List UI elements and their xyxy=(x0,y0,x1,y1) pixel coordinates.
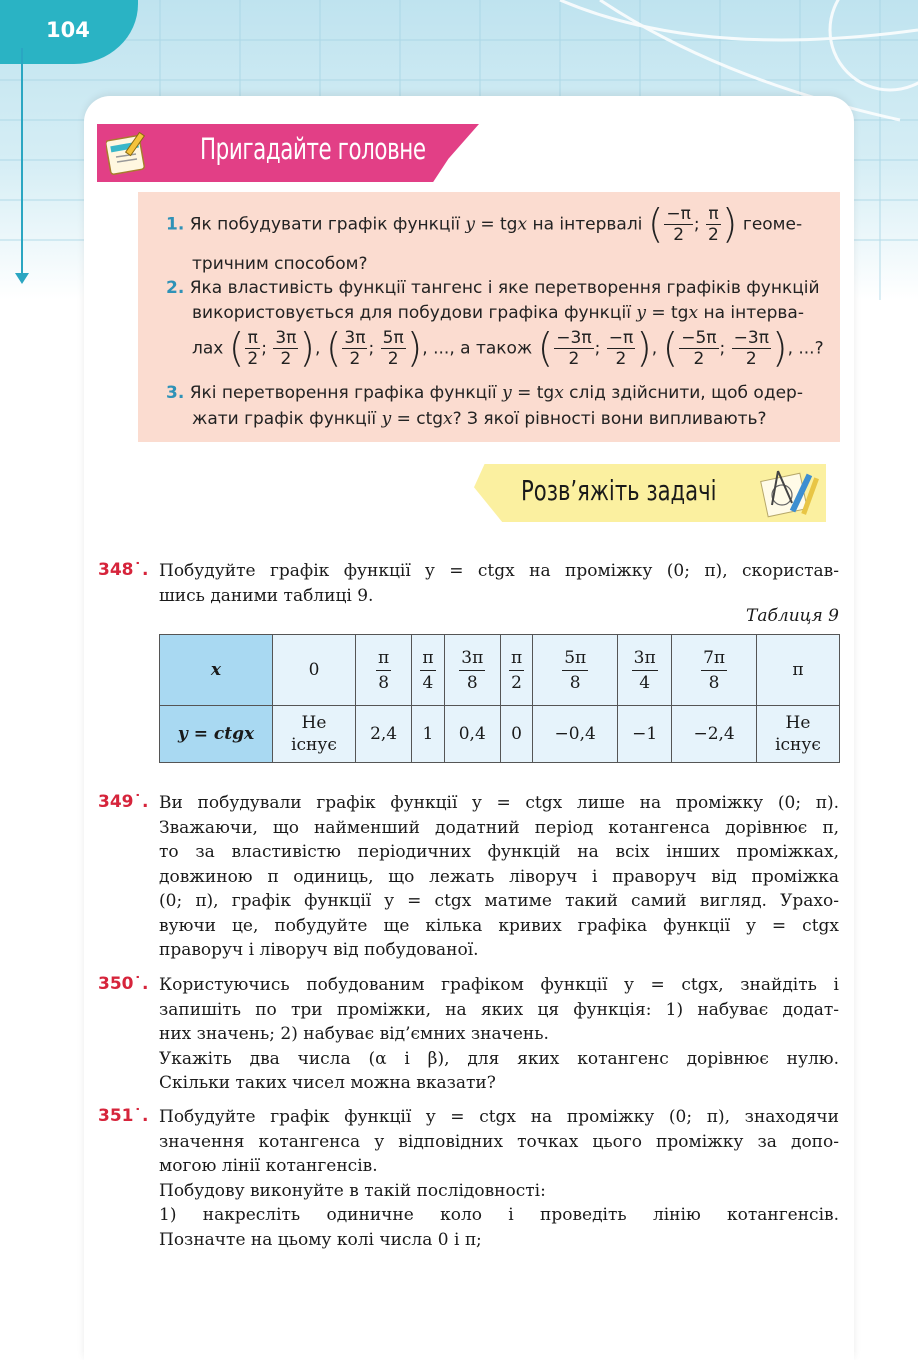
review-title: Пригадайте головне xyxy=(200,132,426,166)
question-2-line-1: 2. Яка властивість функції тангенс і яке перетворення графіків функцій xyxy=(166,278,820,298)
table-cell: $\frac{3\pi}{4}$ xyxy=(618,635,672,706)
table-row-y xyxy=(160,706,840,763)
problem-348-number: 348˙. xyxy=(98,560,149,580)
page-number: 104 xyxy=(46,18,90,42)
table-cell: $\frac{5\pi}{8}$ xyxy=(533,635,618,706)
problem-350-number: 350˙. xyxy=(98,974,149,994)
table-cell: $\frac{7\pi}{8}$ xyxy=(672,635,757,706)
margin-line xyxy=(21,48,23,276)
tasks-title: Розв’яжіть задачі xyxy=(521,474,717,507)
drawing-tools-icon xyxy=(758,465,824,521)
calendar-icon xyxy=(106,130,150,176)
table-header-x: x xyxy=(160,635,273,706)
table-cell: $\frac{\pi}{4}$ xyxy=(412,635,444,706)
table-cell: −1 xyxy=(618,706,672,763)
problem-348-text: Побудуйте графік функції y = ctgx на проміжку (0; π), скористав- шись даними таблиці 9. xyxy=(159,561,839,606)
question-3-line-2: жати графік функції y = ctgx? З якої рівності вони випливають? xyxy=(192,409,767,429)
table-cell: −2,4 xyxy=(672,706,757,763)
margin-arrow-icon xyxy=(15,273,29,284)
table-cell: π xyxy=(757,635,840,706)
table-header-y: y = ctgx xyxy=(160,706,273,763)
table-cell: 0,4 xyxy=(444,706,500,763)
table-9 xyxy=(159,634,840,763)
table-cell: $\frac{\pi}{2}$ xyxy=(500,635,532,706)
table-cell: 2,4 xyxy=(356,706,412,763)
table-cell: 0 xyxy=(273,635,356,706)
problem-351-number: 351˙. xyxy=(98,1106,149,1126)
table-cell: Не існує xyxy=(757,706,840,763)
problem-349-number: 349˙. xyxy=(98,792,149,812)
table-cell: 0 xyxy=(500,706,532,763)
table-cell: Не існує xyxy=(273,706,356,763)
question-2-line-3: лах ( $\frac{\pi}{2}$ ; $\frac{3\pi}{2}$ ), ( $\frac{3\pi}{2}$ ; $\frac{5\pi}{2}$ ), ..., а також ( $\frac{-3\pi}{2}$ ; $\frac{-\pi}{2}$ ), ( $\frac{-5\pi}{2}$ ; $\frac{-3\pi}{2}$ ), ...? xyxy=(192,325,824,372)
question-3-line-1: 3. Які перетворення графіка функції y = tgx слід здійснити, щоб одер- xyxy=(166,383,803,403)
question-1-line-2: тричним способом? xyxy=(192,254,368,274)
table-cell: 1 xyxy=(412,706,444,763)
table-row-x xyxy=(160,635,840,706)
table-cell: −0,4 xyxy=(533,706,618,763)
table-cell: $\frac{\pi}{8}$ xyxy=(356,635,412,706)
table-cell: $\frac{3\pi}{8}$ xyxy=(444,635,500,706)
question-1-line-1: 1. Як побудувати графік функції y = tgx на інтервалі ( $\frac{-\pi}{2}$ ; $\frac{\pi}{2}$ ) геоме- xyxy=(166,201,803,248)
table-caption: Таблиця 9 xyxy=(746,606,839,626)
problem-351-text: Побудуйте графік функції y = ctgx на проміжку (0; π), знаходячи значення котангенса у відповідних точках цього проміжку за допо- могою лінії котангенсів. Побудову виконуйте в такій послідовності: 1) накресліть одиничне коло і проведіть лінію котангенсів. Позначте на цьому колі числа 0 і π; xyxy=(159,1107,839,1250)
problem-349-text: Ви побудували графік функції y = ctgx лише на проміжку (0; π). Зважаючи, що найменший додатний період котангенса дорівнює π, то за властивістю періодичних функцій на всіх інших проміжках, довжиною π одиниць, що лежать ліворуч і праворуч від проміжка (0; π), графік функції y = ctgx матиме такий самий вигляд. Урахо- вуючи це, побудуйте ще кілька кривих графіка функції y = ctgx праворуч і ліворуч від побудованої. xyxy=(159,793,839,960)
question-2-line-2: використовується для побудови графіка функції y = tgx на інтерва- xyxy=(192,303,804,323)
problem-350-text: Користуючись побудованим графіком функції y = ctgx, знайдіть і запишіть по три проміжки, на яких ця функція: 1) набуває додат- них значень; 2) набуває від’ємних значень. Укажіть два числа (α і β), для яких котангенс дорівнює нулю. Скільки таких чисел можна вказати? xyxy=(159,975,839,1093)
